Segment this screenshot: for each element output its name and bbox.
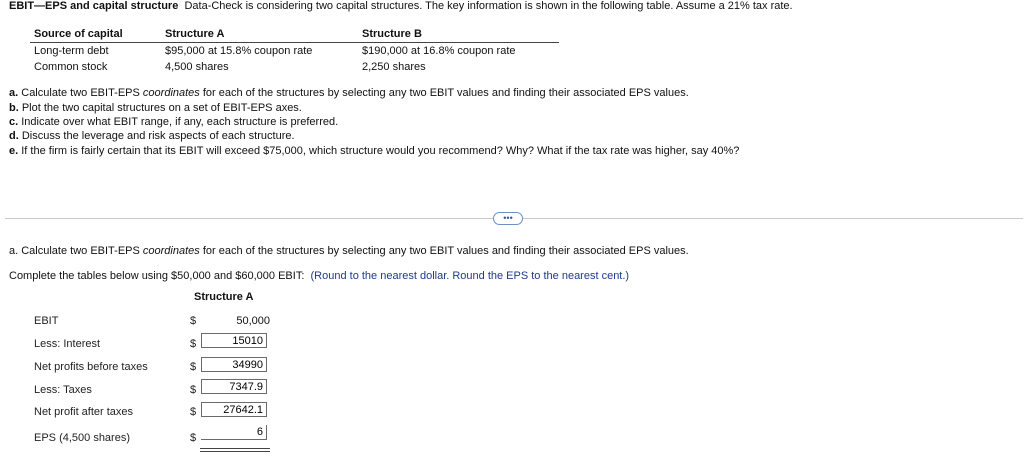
total-double-rule xyxy=(200,448,270,449)
info-cell-debt-a: $95,000 at 15.8% coupon rate xyxy=(165,45,313,57)
ebit-value: 50,000 xyxy=(236,315,270,327)
currency-symbol: $ xyxy=(190,432,197,444)
structure-a-title: Structure A xyxy=(194,291,254,303)
row-label-eps: EPS (4,500 shares) xyxy=(34,432,130,444)
currency-symbol: $ xyxy=(190,315,197,327)
instruction-line xyxy=(9,270,629,282)
instruction-text: Complete the tables below using $50,000 and $60,000 EBIT: xyxy=(9,270,305,282)
question-a: a. Calculate two EBIT-EPS coordinates for each of the structures by selecting any two EBIT values and finding their associated EPS values. xyxy=(9,87,689,99)
row-label-taxes: Less: Taxes xyxy=(34,384,92,396)
npat-input[interactable] xyxy=(201,402,267,417)
problem-header xyxy=(9,0,793,12)
problem-text: Data-Check is considering two capital structures. The key information is shown in the following table. Assume a 21% tax rate. xyxy=(184,0,793,12)
npbt-input[interactable] xyxy=(201,357,267,372)
info-header-structure-a: Structure A xyxy=(165,28,225,40)
currency-symbol: $ xyxy=(190,406,197,418)
taxes-input[interactable] xyxy=(201,379,267,394)
problem-title: EBIT—EPS and capital structure xyxy=(9,0,179,12)
currency-symbol: $ xyxy=(190,338,197,350)
rounding-hint: (Round to the nearest dollar. Round the EPS to the nearest cent.) xyxy=(310,270,630,282)
currency-symbol: $ xyxy=(190,361,197,373)
eps-input[interactable] xyxy=(201,425,267,440)
row-label-npat: Net profit after taxes xyxy=(34,406,134,418)
question-c: c. Indicate over what EBIT range, if any, each structure is preferred. xyxy=(9,116,339,128)
question-e: e. If the firm is fairly certain that its EBIT will exceed $75,000, which structure would you recommend? Why? What if the tax rate was higher, say 40%? xyxy=(9,145,740,157)
row-label-interest: Less: Interest xyxy=(34,338,101,350)
row-label-ebit: EBIT xyxy=(34,315,59,327)
info-cell-debt-b: $190,000 at 16.8% coupon rate xyxy=(362,45,516,57)
info-cell-stock-label: Common stock xyxy=(34,61,108,73)
expand-more-button[interactable]: ••• xyxy=(493,212,523,225)
info-header-source: Source of capital xyxy=(34,28,123,40)
info-cell-debt-label: Long-term debt xyxy=(34,45,109,57)
interest-input[interactable] xyxy=(201,333,267,348)
row-label-npbt: Net profits before taxes xyxy=(34,361,148,373)
info-table-rule xyxy=(30,42,559,43)
info-header-structure-b: Structure B xyxy=(362,28,422,40)
total-double-rule xyxy=(200,451,270,452)
part-a-prompt: a. Calculate two EBIT-EPS coordinates for each of the structures by selecting any two EBIT values and finding their associated EPS values. xyxy=(9,245,689,257)
question-d: d. Discuss the leverage and risk aspects of each structure. xyxy=(9,130,295,142)
info-cell-stock-b: 2,250 shares xyxy=(362,61,426,73)
question-b: b. Plot the two capital structures on a set of EBIT-EPS axes. xyxy=(9,102,302,114)
info-cell-stock-a: 4,500 shares xyxy=(165,61,229,73)
currency-symbol: $ xyxy=(190,384,197,396)
